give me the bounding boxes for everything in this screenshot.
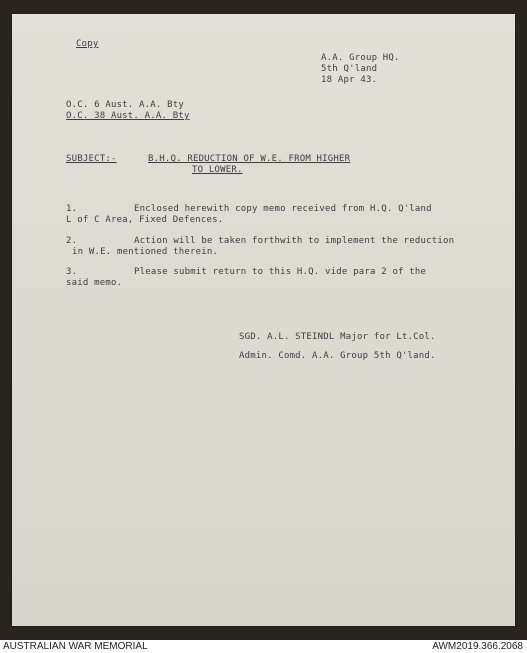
sender-location: 5th Q'land (321, 64, 378, 74)
para-3-number: 3. (66, 267, 78, 277)
para-1-line-1: Enclosed herewith copy memo received from H.Q. Q'land (134, 204, 432, 214)
para-2-number: 2. (66, 236, 78, 246)
copy-mark: Copy (76, 39, 99, 49)
subject-line-1: B.H.Q. REDUCTION OF W.E. FROM HIGHER (148, 154, 351, 164)
sender-unit: A.A. Group HQ. (321, 53, 400, 63)
recipient-2: O.C. 38 Aust. A.A. Bty (66, 111, 190, 121)
para-1-number: 1. (66, 204, 78, 214)
signature-line-1: SGD. A.L. STEINDL Major for Lt.Col. (239, 332, 436, 342)
footer-accession-number: AWM2019.366.2068 (432, 641, 523, 652)
subject-line-2: TO LOWER. (192, 165, 243, 175)
recipient-1: O.C. 6 Aust. A.A. Bty (66, 100, 184, 110)
para-3-line-1: Please submit return to this H.Q. vide para 2 of the (134, 267, 427, 277)
signature-line-2: Admin. Comd. A.A. Group 5th Q'land. (239, 351, 436, 361)
para-1-line-2: L of C Area, Fixed Defences. (66, 215, 224, 225)
para-3-line-2: said memo. (66, 278, 123, 288)
para-2-line-2: in W.E. mentioned therein. (72, 247, 219, 257)
para-2-line-1: Action will be taken forthwith to implement the reduction (134, 236, 455, 246)
footer-credit: AUSTRALIAN WAR MEMORIAL (3, 641, 148, 652)
subject-label: SUBJECT:- (66, 154, 117, 164)
document-date: 18 Apr 43. (321, 75, 378, 85)
document-page (12, 14, 515, 626)
footer-bar (0, 640, 527, 653)
